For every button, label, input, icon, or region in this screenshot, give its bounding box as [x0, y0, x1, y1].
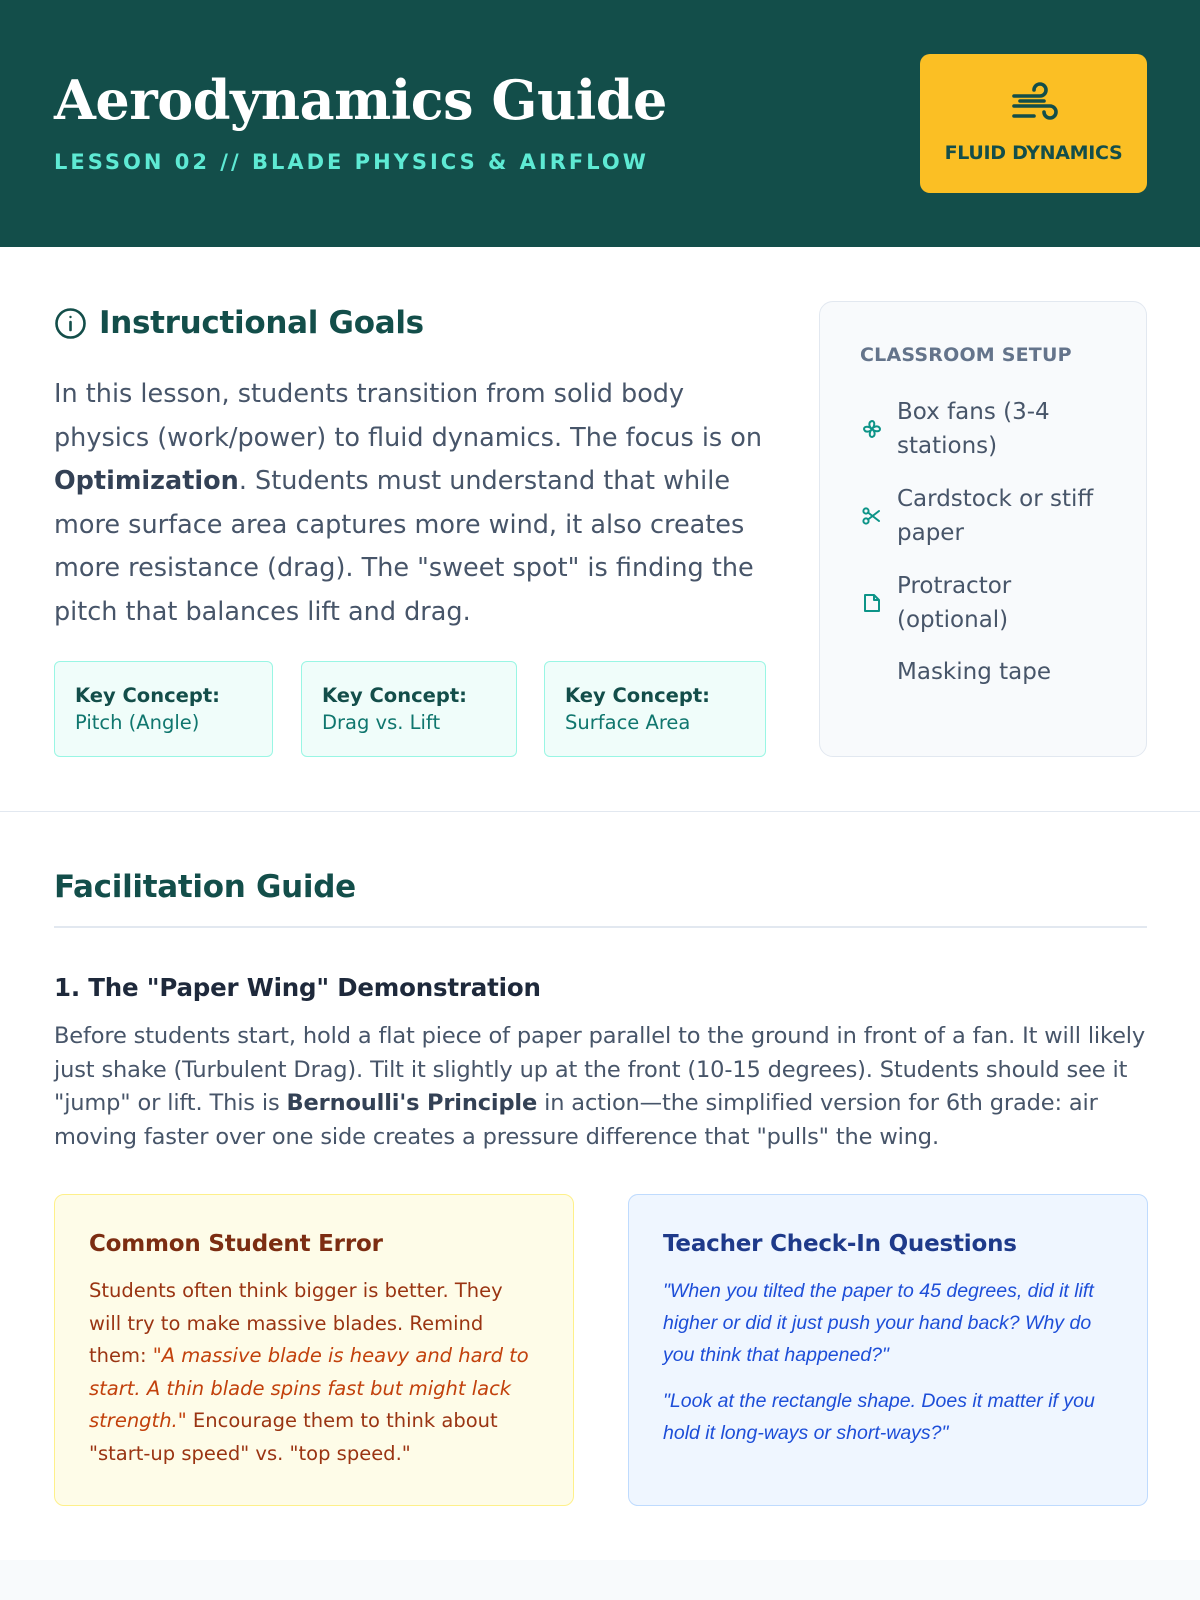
- error-quote: "A massive blade is heavy and hard to start. A thin blade spins fast but might lack strength.": [89, 1344, 529, 1432]
- fan-icon: [860, 417, 884, 441]
- key-concept-value: Drag vs. Lift: [322, 711, 441, 734]
- error-card-title: Common Student Error: [89, 1231, 383, 1257]
- page-header: [0, 0, 1200, 247]
- key-concept-label: Key Concept:: [322, 684, 467, 707]
- common-error-card: [54, 1194, 574, 1506]
- check-question: "Look at the rectangle shape. Does it matter if you hold it long-ways or short-ways?": [663, 1390, 1095, 1444]
- wind-icon: [1010, 82, 1060, 128]
- error-text-continued: Encourage them to think about "start-up speed" vs. "top speed.": [89, 1409, 498, 1465]
- check-card-title: Teacher Check-In Questions: [663, 1231, 1017, 1257]
- lesson-subtitle: LESSON 02 // BLADE PHYSICS & AIRFLOW: [54, 150, 649, 174]
- step-text-continued: in action—the simplified version for 6th grade: air moving faster over one side creates a pressure difference that "pulls" the wing.: [54, 1090, 1098, 1150]
- goals-intro: [54, 373, 774, 634]
- topic-badge: [920, 54, 1147, 193]
- check-in-card: [628, 1194, 1148, 1506]
- step-emphasis: Bernoulli's Principle: [286, 1090, 538, 1116]
- classroom-setup-panel: [819, 301, 1147, 757]
- key-concept-card: [301, 661, 517, 757]
- setup-item-label: Cardstock or stiff paper: [897, 486, 1094, 546]
- setup-title: CLASSROOM SETUP: [860, 344, 1072, 366]
- intro-emphasis: Optimization: [54, 466, 239, 496]
- info-icon: [54, 307, 87, 340]
- key-concept-label: Key Concept:: [75, 684, 220, 707]
- step-title: 1. The "Paper Wing" Demonstration: [54, 973, 541, 1002]
- setup-item: [860, 655, 1051, 689]
- goals-heading: [54, 305, 424, 341]
- step-body: [54, 1020, 1154, 1154]
- error-text: Students often think bigger is better. They will try to make massive blades. Remind them:: [89, 1279, 503, 1367]
- setup-item: [860, 395, 1072, 463]
- scissors-icon: [860, 504, 884, 528]
- key-concept-card: [544, 661, 766, 757]
- step-text: Before students start, hold a flat piece of paper parallel to the ground in front of a fan. It will likely just shake (Turbulent Drag). Tilt it slightly up at the front (10-15 degrees). Students should see it "jump" or lift. This is: [54, 1023, 1146, 1116]
- setup-item-label: Box fans (3-4 stations): [897, 399, 1050, 459]
- page-title: Aerodynamics Guide: [54, 68, 667, 132]
- document-icon: [860, 591, 884, 615]
- goals-title: Instructional Goals: [99, 305, 424, 341]
- intro-text-continued: . Students must understand that while more surface area captures more wind, it also creates more resistance (drag). The "sweet spot" is finding the pitch that balances lift and drag.: [54, 466, 754, 627]
- badge-label: FLUID DYNAMICS: [944, 142, 1123, 164]
- setup-item-label: Masking tape: [897, 659, 1051, 685]
- key-concept-card: [54, 661, 273, 757]
- facilitation-title: Facilitation Guide: [54, 869, 356, 905]
- key-concept-value: Pitch (Angle): [75, 711, 200, 734]
- key-concept-label: Key Concept:: [565, 684, 710, 707]
- setup-item-label: Protractor (optional): [897, 573, 1012, 633]
- section-divider: [0, 811, 1200, 812]
- setup-item: [860, 482, 1107, 550]
- check-question: "When you tilted the paper to 45 degrees, did it lift higher or did it just push your hand back? Why do you think that happened?": [663, 1280, 1094, 1366]
- key-concept-value: Surface Area: [565, 711, 691, 734]
- error-card-body: [89, 1275, 539, 1470]
- setup-item: [860, 569, 1057, 637]
- heading-rule: [54, 926, 1147, 928]
- intro-text: In this lesson, students transition from solid body physics (work/power) to fluid dynamics. The focus is on: [54, 379, 763, 453]
